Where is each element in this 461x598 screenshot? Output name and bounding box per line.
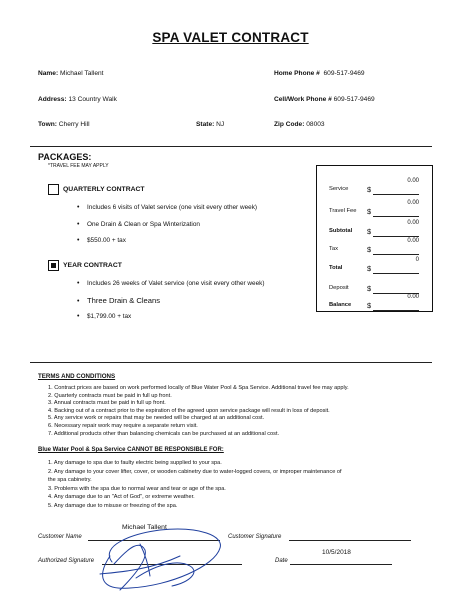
- packages-heading: PACKAGES:: [38, 152, 92, 162]
- not-responsible-item: the spa cabinetry.: [48, 477, 92, 484]
- customer-signature-line: [289, 540, 411, 541]
- currency-symbol: $: [367, 301, 372, 310]
- date-line: [290, 564, 392, 565]
- not-responsible-item: 1. Any damage to spa due to faulty electric being supplied to your spa.: [48, 460, 222, 466]
- list-item: • One Drain & Clean or Spa Winterization: [77, 221, 200, 228]
- home-phone-label: Home Phone #: [274, 70, 320, 77]
- summary-row-label: Deposit: [329, 285, 349, 291]
- term-item: 6. Necessary repair work may require a separate return visit.: [48, 423, 198, 429]
- not-responsible-heading: Blue Water Pool & Spa Service CANNOT BE RESPONSIBLE FOR:: [38, 447, 224, 453]
- address-value: 13 Country Walk: [68, 96, 117, 103]
- summary-row-amount: 0.00: [407, 294, 419, 300]
- not-responsible-item: 3. Problems with the spa due to normal wear and tear or age of the spa.: [48, 485, 226, 492]
- amount-line: [373, 216, 419, 217]
- divider: [30, 146, 432, 147]
- zip-value: 08003: [306, 121, 325, 128]
- year-label: YEAR CONTRACT: [63, 262, 122, 269]
- town-value: Cherry Hill: [58, 121, 90, 128]
- address-label: Address:: [38, 96, 67, 103]
- list-item: • Three Drain & Cleans: [77, 296, 161, 305]
- travel-fee-note: *TRAVEL FEE MAY APPLY: [48, 163, 109, 169]
- term-item: 5. Any service work or repairs that may be needed will be charged at an additional cost.: [48, 415, 265, 422]
- term-item: 3. Annual contracts must be paid in full up front.: [48, 400, 166, 407]
- address-field: [38, 96, 117, 103]
- customer-signature-label: Customer Signature: [228, 534, 282, 540]
- currency-symbol: $: [367, 245, 372, 254]
- document-title: SPA VALET CONTRACT: [152, 30, 309, 45]
- not-responsible-item: 5. Any damage due to misuse or freezing of the spa.: [48, 503, 178, 509]
- cell-phone-field: [274, 96, 375, 103]
- term-item: 7. Additional products other than balancing chemicals can be purchased at an additional cost.: [48, 430, 280, 437]
- customer-name-label: Customer Name: [38, 534, 82, 540]
- not-responsible-item: 4. Any damage due to an "Act of God", or extreme weather.: [48, 494, 195, 501]
- amount-line: [373, 310, 419, 311]
- zip-label: Zip Code:: [274, 121, 305, 128]
- summary-row-amount: 0.00: [407, 200, 419, 206]
- signature-scribble: [40, 516, 260, 598]
- terms-heading: TERMS AND CONDITIONS: [38, 373, 116, 380]
- amount-line: [373, 236, 419, 237]
- summary-row-amount: 0.00: [407, 220, 419, 226]
- currency-symbol: $: [367, 207, 372, 216]
- state-label: State:: [196, 121, 215, 128]
- term-item: 1. Contract prices are based on work performed locally of Blue Water Pool & Spa Service. Additional travel fee may apply.: [48, 385, 349, 391]
- name-label: Name:: [38, 70, 59, 77]
- summary-row-label: Service: [329, 186, 349, 192]
- state-field: [196, 121, 224, 128]
- currency-symbol: $: [367, 284, 372, 293]
- quarterly-checkbox[interactable]: [48, 184, 59, 195]
- term-item: 2. Quarterly contracts must be paid in full up front.: [48, 392, 172, 399]
- currency-symbol: $: [367, 227, 372, 236]
- list-item: • Includes 26 weeks of Valet service (one visit every other week): [77, 280, 265, 287]
- state-value: NJ: [216, 121, 225, 128]
- town-field: [38, 121, 90, 128]
- summary-row-label: Tax: [329, 246, 339, 252]
- cell-phone-label: Cell/Work Phone #: [274, 96, 332, 103]
- list-item: • $550.00 + tax: [77, 237, 126, 244]
- summary-row-amount: 0: [415, 257, 419, 263]
- cell-phone-value: 609-517-9469: [333, 96, 375, 103]
- summary-row-label: Travel Fee: [329, 208, 357, 214]
- home-phone-value: 609-517-9469: [323, 70, 365, 77]
- amount-line: [373, 273, 419, 274]
- list-item: • Includes 6 visits of Valet service (one visit every other week): [77, 204, 258, 211]
- summary-row-label: Subtotal: [329, 228, 353, 234]
- not-responsible-item: 2. Any damage to your cover lifter, cover, or wooden cabinetry due to water-logged covers, or improper maintenance of: [48, 468, 342, 475]
- summary-row-label: Balance: [329, 302, 352, 308]
- currency-symbol: $: [367, 185, 372, 194]
- name-value: Michael Tallent: [60, 70, 104, 77]
- divider: [30, 362, 432, 363]
- year-checkbox[interactable]: [48, 260, 59, 271]
- list-item: • $1,799.00 + tax: [77, 313, 132, 320]
- date-label: Date: [275, 558, 288, 564]
- customer-name-value: Michael Tallent: [122, 524, 167, 531]
- summary-row-amount: 0.00: [407, 238, 419, 244]
- summary-row-amount: 0.00: [407, 178, 419, 184]
- summary-row-label: Total: [329, 265, 343, 271]
- name-field: [38, 70, 104, 77]
- amount-line: [373, 254, 419, 255]
- amount-line: [373, 194, 419, 195]
- town-label: Town:: [38, 121, 57, 128]
- authorized-signature-label: Authorized Signature: [38, 558, 95, 564]
- home-phone-field: [274, 70, 365, 77]
- quarterly-label: QUARTERLY CONTRACT: [63, 186, 145, 193]
- term-item: 4. Backing out of a contract prior to the expiration of the agreed upon service package will result in loss of deposit.: [48, 407, 330, 414]
- zip-field: [274, 121, 325, 128]
- currency-symbol: $: [367, 264, 372, 273]
- date-value: 10/5/2018: [322, 549, 351, 556]
